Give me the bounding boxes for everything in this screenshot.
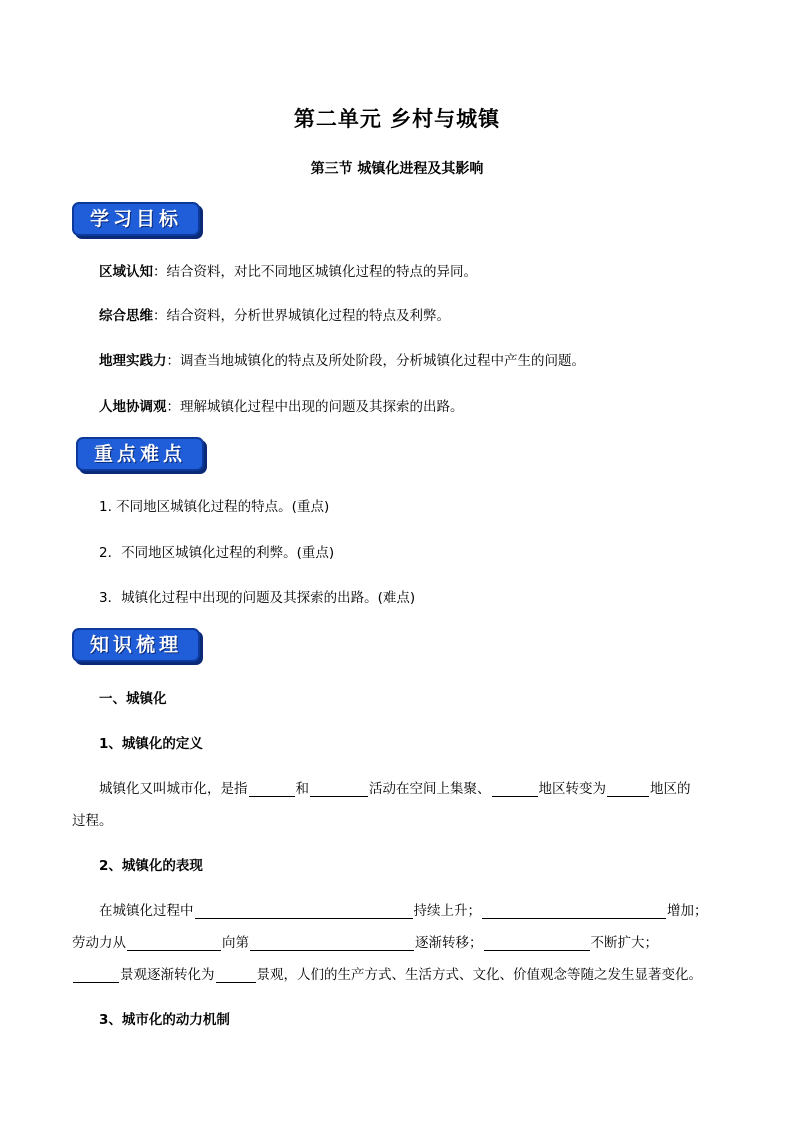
objective-text: ：调查当地城镇化的特点及所处阶段，分析城镇化过程中产生的问题。 (166, 353, 585, 369)
fill-blank[interactable] (482, 904, 666, 919)
performance-line-2 (72, 931, 658, 951)
page-subtitle: 第三节 城镇化进程及其影响 (310, 161, 484, 177)
keypoint-item: 3．城镇化过程中出现的问题及其探索的出路。(难点) (99, 590, 416, 606)
fill-blank[interactable] (310, 782, 368, 797)
page-title: 第二单元 乡村与城镇 (293, 107, 501, 131)
performance-text: 增加； (667, 903, 708, 919)
definition-text: 活动在空间上集聚、 (369, 781, 491, 797)
definition-line-1 (99, 777, 691, 797)
performance-text: 持续上升； (413, 903, 481, 919)
objective-label: 综合思维 (99, 308, 153, 324)
definition-text: 城镇化又叫城市化，是指 (99, 781, 248, 797)
fill-blank[interactable] (73, 968, 119, 983)
fill-blank[interactable] (195, 904, 413, 919)
keypoints-badge: 重点难点 (76, 437, 204, 471)
performance-text: 在城镇化过程中 (99, 903, 194, 919)
fill-blank[interactable] (484, 936, 590, 951)
objectives-badge: 学习目标 (72, 202, 200, 236)
performance-line-3 (72, 963, 702, 983)
objective-text: ：结合资料，分析世界城镇化过程的特点及利弊。 (153, 308, 450, 324)
keypoint-item: 1. 不同地区城镇化过程的特点。(重点) (99, 499, 330, 515)
objective-item (99, 260, 477, 280)
performance-text: 向第 (222, 935, 249, 951)
performance-line-1 (99, 899, 708, 919)
keypoint-item: 2．不同地区城镇化过程的利弊。(重点) (99, 545, 335, 561)
section-heading: 一、城镇化 (99, 691, 167, 707)
performance-text: 不断扩大； (590, 935, 658, 951)
performance-text: 劳动力从 (72, 935, 126, 951)
knowledge-badge: 知识梳理 (72, 628, 200, 662)
objective-item (99, 304, 450, 324)
definition-text: 和 (295, 781, 309, 797)
objective-item (99, 395, 464, 415)
objective-text: ：理解城镇化过程中出现的问题及其探索的出路。 (166, 399, 464, 415)
subsection-heading: 1、城镇化的定义 (99, 736, 203, 752)
fill-blank[interactable] (492, 782, 538, 797)
performance-text: 景观，人们的生产方式、生活方式、文化、价值观念等随之发生显著变化。 (256, 967, 702, 983)
objective-label: 区域认知 (99, 264, 153, 280)
objective-label: 地理实践力 (99, 353, 167, 369)
fill-blank[interactable] (249, 782, 295, 797)
definition-text: 地区转变为 (538, 781, 606, 797)
fill-blank[interactable] (607, 782, 649, 797)
performance-text: 景观逐渐转化为 (120, 967, 215, 983)
fill-blank[interactable] (250, 936, 414, 951)
definition-text: 地区的 (650, 781, 691, 797)
objective-label: 人地协调观 (99, 399, 167, 415)
definition-line-2: 过程。 (72, 813, 113, 829)
performance-text: 逐渐转移； (415, 935, 483, 951)
subsection-heading: 2、城镇化的表现 (99, 858, 203, 874)
subsection-heading: 3、城市化的动力机制 (99, 1012, 230, 1028)
objective-text: ：结合资料，对比不同地区城镇化过程的特点的异同。 (153, 264, 477, 280)
fill-blank[interactable] (216, 968, 256, 983)
fill-blank[interactable] (127, 936, 221, 951)
objective-item (99, 349, 585, 369)
